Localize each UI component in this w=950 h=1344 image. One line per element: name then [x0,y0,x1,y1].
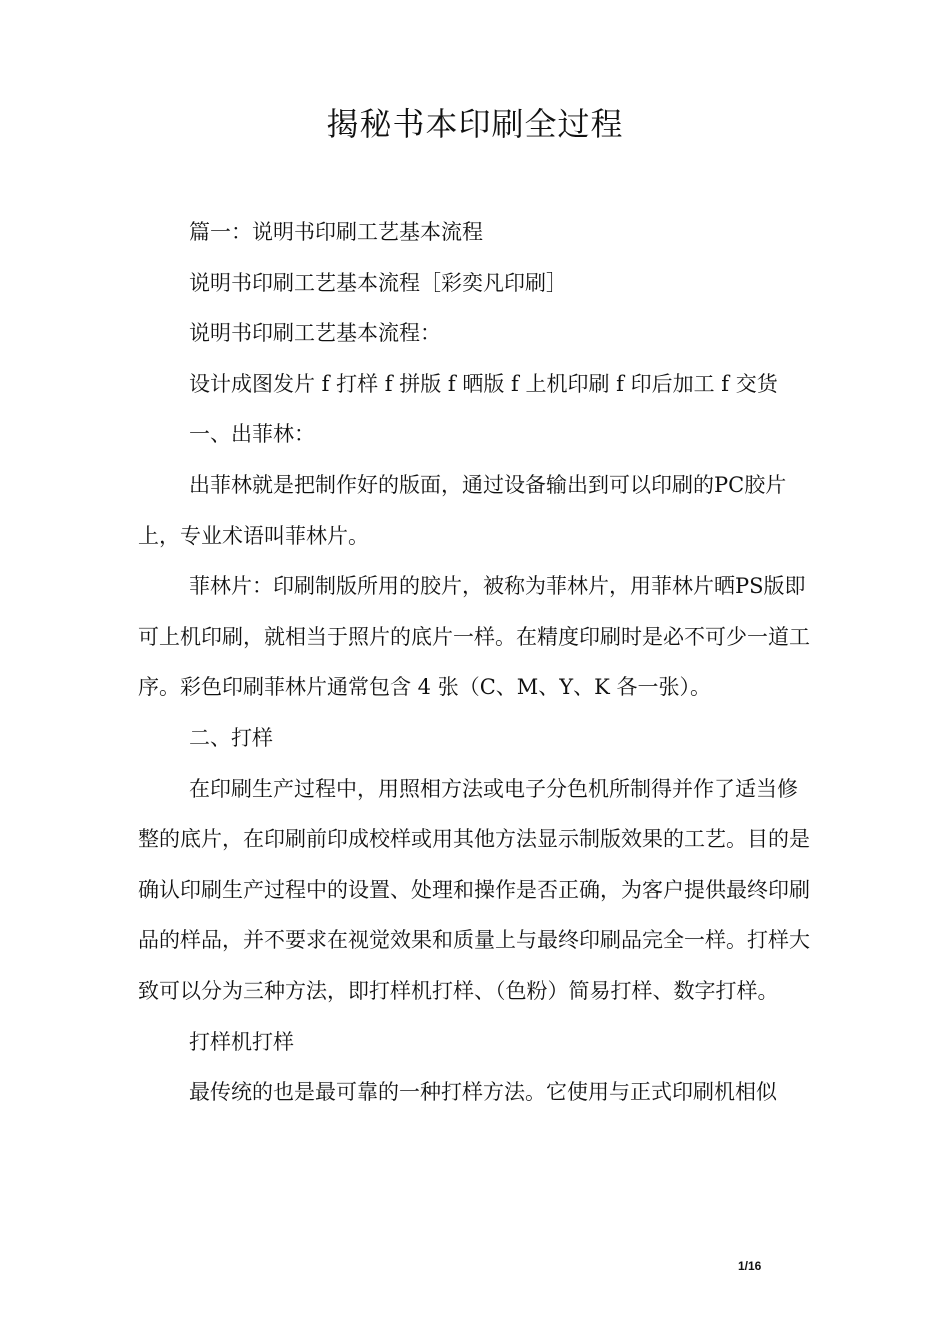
paragraph-press-proof-description: 最传统的也是最可靠的一种打样方法。它使用与正式印刷机相似 [189,1080,777,1105]
paragraph-flow-steps: 设计成图发片 f 打样 f 拼版 f 晒版 f 上机印刷 f 印后加工 f 交货 [189,371,778,396]
page-number: 1/16 [738,1259,762,1273]
document-body [138,207,818,1118]
paragraph-section-heading: 篇一：说明书印刷工艺基本流程 [189,220,483,244]
paragraph-heading-proofing: 二、打样 [189,725,273,750]
paragraph-subtitle: 说明书印刷工艺基本流程［彩奕凡印刷］ [189,270,567,295]
paragraph-film-description: 出菲林就是把制作好的版面，通过设备输出到可以印刷的PC胶片上，专业术语叫菲林片。 [138,472,787,548]
paragraph-film-definition: 菲林片：印刷制版所用的胶片，被称为菲林片，用菲林片晒PS版即可上机印刷，就相当于照片的底片一样。在精度印刷时是必不可少一道工序。彩色印刷菲林片通常包含 4 张（C、M、Y、K 各一张）。 [138,574,810,700]
document-title: 揭秘书本印刷全过程 [326,105,624,143]
paragraph-heading-press-proof: 打样机打样 [189,1029,294,1054]
paragraph-flow-label: 说明书印刷工艺基本流程： [189,321,441,346]
paragraph-heading-film: 一、出菲林： [189,422,315,447]
paragraph-proofing-description: 在印刷生产过程中，用照相方法或电子分色机所制得并作了适当修整的底片，在印刷前印成校样或用其他方法显示制版效果的工艺。目的是确认印刷生产过程中的设置、处理和操作是否正确，为客户提供最终印刷品的样品，并不要求在视觉效果和质量上与最终印刷品完全一样。打样大致可以分为三种方法，即打样机打样、（色粉）简易打样、数字打样。 [138,776,810,1003]
